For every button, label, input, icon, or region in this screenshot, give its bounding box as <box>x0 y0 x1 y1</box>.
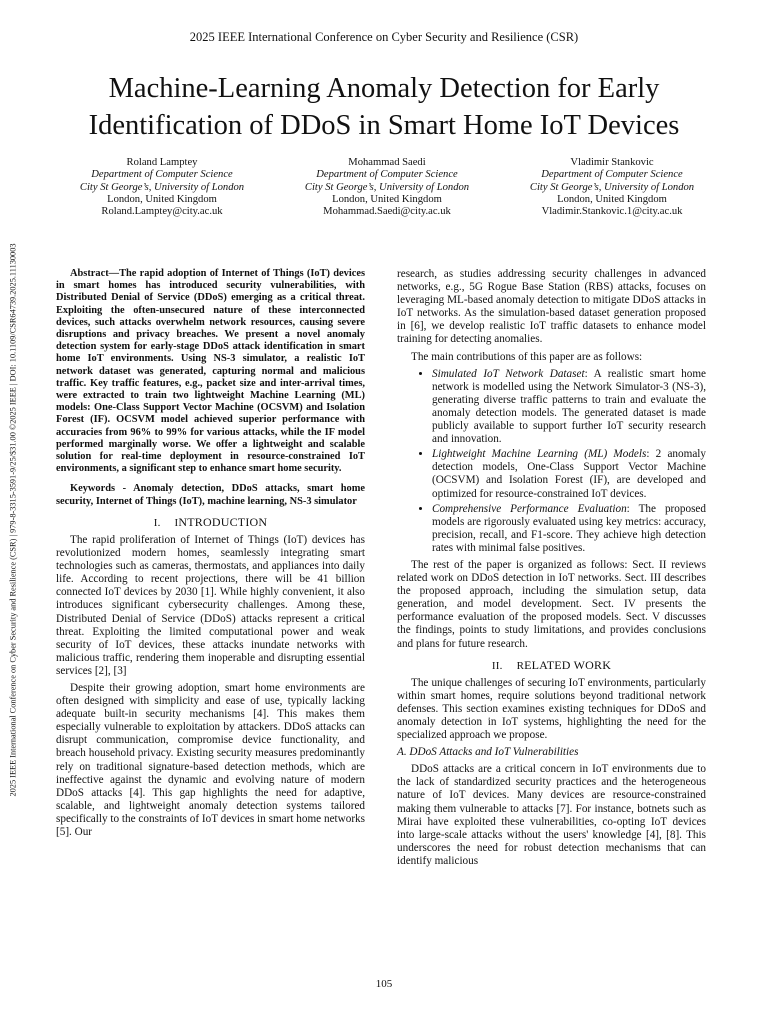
author-location: London, United Kingdom <box>557 193 667 205</box>
organization-paragraph: The rest of the paper is organized as follows: Sect. II reviews related work on DDoS detection in IoT networks. Sect. III describes the proposed approach, including the simulation setup, data generation, and model development. Sect. IV presents the performance evaluation of the proposed models. Sect. V discusses the findings, points to study limitations, and provides conclusions and plans for future research. <box>397 558 706 650</box>
title-line-2: Identification of DDoS in Smart Home IoT Devices <box>88 110 680 141</box>
contribution-lead: Lightweight Machine Learning (ML) Models <box>432 448 647 461</box>
section-title-rest: ELATED WORK <box>524 657 612 672</box>
author-1 <box>62 157 262 218</box>
author-block <box>62 157 712 218</box>
author-name: Mohammad Saedi <box>348 157 426 168</box>
related-work-intro: The unique challenges of securing IoT environments, particularly within smart homes, require solutions beyond traditional network defenses. This section examines existing techniques for DDoS and anomaly detection in IoT systems, highlighting the need for the specialized approach we propose. <box>397 676 706 742</box>
intro-paragraph-1: The rapid proliferation of Internet of Things (IoT) devices has revolutionized modern homes, seamlessly integrating smart technologies such as cameras, thermostats, and appliances into daily life. According to recent projections, there will be 41 billion connected IoT devices by 2030 [1]. While highly convenient, it also introduces significant cybersecurity challenges. Among these, Distributed Denial of Service (DDoS) attacks represent a critical threat. Exploiting the limited computational power and weak security of IoT devices, these attacks inundate networks with malicious traffic, rendering them inoperable and disrupting essential services [2], [3] <box>56 533 365 677</box>
intro-paragraph-2: Despite their growing adoption, smart home environments are often designed with simplicity and ease of use, typically lacking adequate built-in security mechanisms [4]. This makes them especially vulnerable to exploitation by attackers. DDoS attacks can disrupt communication, compromise device functionality, and breach household privacy. Existing security measures predominantly rely on traditional signature-based detection methods, which are ineffective against the dynamic and evolving nature of modern DDoS attacks [4]. This gap highlights the need for adaptive, scalable, and lightweight anomaly detection systems tailored specifically to the constraints of IoT devices in smart home networks [5]. Our <box>56 681 365 839</box>
section-title-rest: NTRODUCTION <box>178 514 268 529</box>
contribution-lead: Simulated IoT Network Dataset <box>432 367 585 380</box>
contribution-lead: Comprehensive Performance Evaluation <box>432 502 627 515</box>
author-3 <box>512 157 712 218</box>
abstract-text: The rapid adoption of Internet of Things (IoT) devices in smart homes has introduced security vulnerabilities, with Distributed Denial of Service (DDoS) emerging as a critical threat. Exploiting the often-unsecured nature of these interconnected devices, such attacks overwhelm network resources, causing severe disruptions and privacy breaches. We present a novel anomaly detection system for early-stage DDoS attack identification in smart home IoT environments. Using NS-3 simulator, a realistic IoT network dataset was generated, capturing normal and malicious traffic. Key traffic features, e.g., packet size and inter-arrival times, were extracted to train two lightweight Machine Learning (ML) models: One-Class Support Vector Machine (OCSVM) and Isolation Forest (IF). OCSVM model achieved superior performance with accuracies from 96% to 99% for various attacks, while the IF model performed marginally worse. We offer a lightweight and scalable solution for real-time deployment in resource-constrained IoT environments, a significant step to enhance smart home security. <box>56 268 365 475</box>
author-name: Vladimir Stankovic <box>570 157 654 168</box>
doi-sidebar-text: 2025 IEEE International Conference on Cyber Security and Resilience (CSR) | 979-8-3315-3591-9/25/$31.00 ©2025 IEEE | DOI: 10.1109/CSR64739.2025.11130003 <box>8 243 18 797</box>
subsection-a-paragraph: DDoS attacks are a critical concern in IoT environments due to the lack of standardized security practices and the heterogeneous nature of IoT devices. Many devices are resource-constrained making them vulnerable to attacks [7]. For instance, botnets such as Mirai have exploited these vulnerabilities, co-opting IoT devices into large-scale attacks without the users' knowledge [4], [8]. This underscores the need for robust detection mechanisms that can identify malicious <box>397 763 706 867</box>
author-email[interactable]: Mohammad.Saedi@city.ac.uk <box>323 206 451 218</box>
contribution-text: : 2 anomaly detection models, One-Class Support Vector Machine (OCSVM) and Isolation Forest (IF), are developed and optimized for resource-constrained IoT devices. <box>432 448 706 500</box>
author-email[interactable]: Roland.Lamptey@city.ac.uk <box>101 206 223 218</box>
intro-continuation: research, as studies addressing security challenges in advanced networks, e.g., 5G Rogue Base Station (RBS) attacks, focuses on leveraging ML-based anomaly detection to mitigate DDoS attacks in IoT networks. As the simulation-based dataset generation proposed in [6], we develop realistic IoT traffic datasets to enhance model training for detecting anomalies. <box>397 268 706 346</box>
contributions-intro: The main contributions of this paper are as follows: <box>411 350 643 363</box>
author-university: City St George’s, University of London <box>79 181 245 193</box>
list-item <box>432 503 706 555</box>
author-university: City St George’s, University of London <box>529 181 695 193</box>
author-location: London, United Kingdom <box>332 193 442 205</box>
page-number: 105 <box>375 978 393 990</box>
author-email[interactable]: Vladimir.Stankovic.1@city.ac.uk <box>541 206 683 218</box>
keywords-label: Keywords - <box>70 483 134 495</box>
section-heading-related-work <box>397 659 706 673</box>
abstract-label: Abstract— <box>70 268 120 279</box>
keywords <box>56 483 365 507</box>
author-department: Department of Computer Science <box>541 169 683 181</box>
author-name: Roland Lamptey <box>126 157 198 168</box>
list-item <box>432 448 706 500</box>
doi-sidebar <box>6 160 20 880</box>
paper-title <box>40 70 728 144</box>
author-location: London, United Kingdom <box>107 193 217 205</box>
left-column <box>56 268 365 843</box>
right-column <box>397 268 706 872</box>
list-item <box>432 368 706 447</box>
contribution-text: : A realistic smart home network is modelled using the Network Simulator-3 (NS-3), generating diverse traffic patterns to train and evaluate the anomaly detection models. The generated dataset is made publicly available to support further IoT security research and innovation. <box>432 367 707 446</box>
subsection-heading-a: A. DDoS Attacks and IoT Vulnerabilities <box>397 746 579 759</box>
contributions-list <box>397 368 706 555</box>
section-number: II. <box>491 659 503 672</box>
author-department: Department of Computer Science <box>316 169 458 181</box>
author-2 <box>287 157 487 218</box>
abstract <box>56 268 365 475</box>
conference-header: 2025 IEEE International Conference on Cyber Security and Resilience (CSR) <box>189 30 579 44</box>
author-university: City St George’s, University of London <box>304 181 470 193</box>
title-line-1: Machine-Learning Anomaly Detection for Early <box>108 73 660 104</box>
section-number: I. <box>153 516 161 529</box>
keywords-text: Anomaly detection, DDoS attacks, smart home security, Internet of Things (IoT), machine learning, NS-3 simulator <box>56 483 365 507</box>
author-department: Department of Computer Science <box>91 169 233 181</box>
contribution-text: : The proposed models are rigorously evaluated using key metrics: accuracy, precision, recall, and F1-score. They achieve high detection rates with minimal false positives. <box>432 502 706 554</box>
section-title-cap: I <box>174 516 179 529</box>
section-heading-introduction <box>56 516 365 530</box>
section-title-cap: R <box>516 659 525 672</box>
